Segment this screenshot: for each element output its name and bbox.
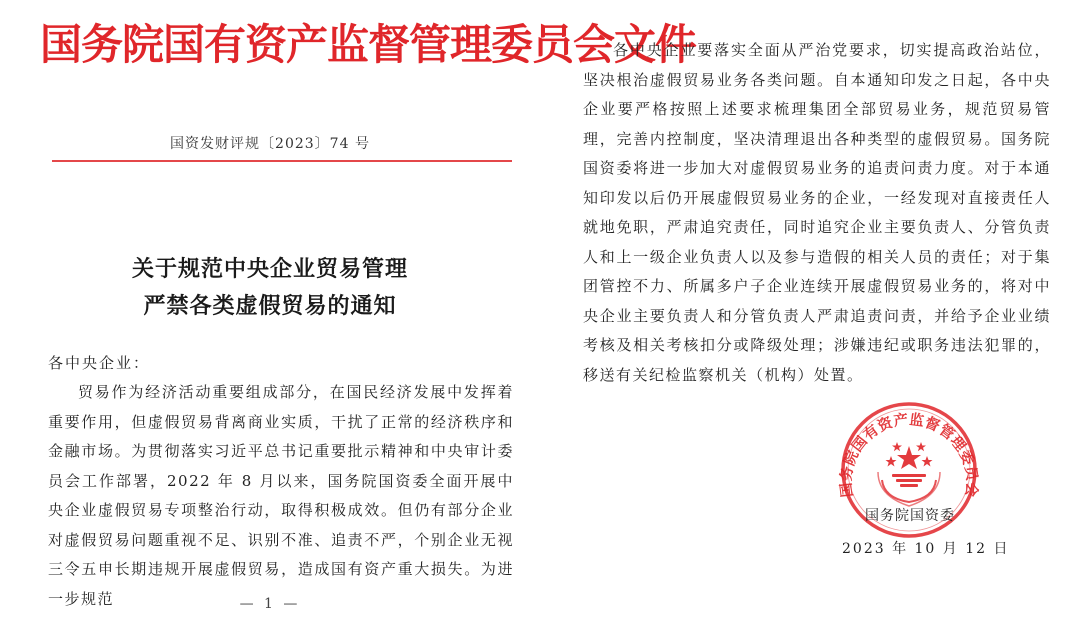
document-header: 国务院国有资产监督管理委员会文件 <box>40 20 697 69</box>
body-paragraph-left: 贸易作为经济活动重要组成部分，在国民经济发展中发挥着重要作用，但虚假贸易背离商业实质，干扰了正常的经济秩序和金融市场。为贯彻落实习近平总书记重要批示精神和中央审计委员会工作部署，2022 年 8 月以来，国务院国资委全面开展中央企业虚假贸易专项整治行动，取得积极成效。但仍有部分企业对虚假贸易问题重视不足、识别不准、追责不严，个别企业无视三令五申长期违规开展虚假贸易，造成国有资产重大损失。为进一步规范 <box>48 383 514 608</box>
issue-date: 2023 年 10 月 12 日 <box>842 541 1010 557</box>
issuer-name: 国务院国资委 <box>865 508 955 524</box>
red-divider-line <box>52 160 512 162</box>
right-page <box>540 0 1080 644</box>
body-paragraph-right: 各中央企业要落实全面从严治党要求，切实提高政治站位，坚决根治虚假贸易业务各类问题。自本通知印发之日起，各中央企业要严格按照上述要求梳理集团全部贸易业务，规范贸易管理，完善内控制度，坚决清理退出各种类型的虚假贸易。国务院国资委将进一步加大对虚假贸易业务的追责问责力度。对于本通知印发以后仍开展虚假贸易业务的企业，一经发现对直接责任人就地免职，严肃追究责任，同时追究企业主要负责人、分管负责人和上一级企业负责人以及参与造假的相关人员的责任；对于集团管控不力、所属多户子企业连续开展虚假贸易业务的，将对中央企业主要负责人和分管负责人严肃追责问责，并给予企业业绩考核及相关考核扣分或降级处理；涉嫌违纪或职务违法犯罪的，移送有关纪检监察机关（机构）处置。 <box>583 41 1051 384</box>
notice-title-line1: 关于规范中央企业贸易管理 <box>131 256 408 282</box>
salutation: 各中央企业： <box>48 354 151 372</box>
document-number: 国资发财评规〔2023〕74 号 <box>170 136 370 152</box>
notice-title-line2: 严禁各类虚假贸易的通知 <box>143 293 397 319</box>
seal-text: 国务院国有资产监督管理委员会 <box>837 411 981 499</box>
page-number: — 1 — <box>239 596 301 612</box>
